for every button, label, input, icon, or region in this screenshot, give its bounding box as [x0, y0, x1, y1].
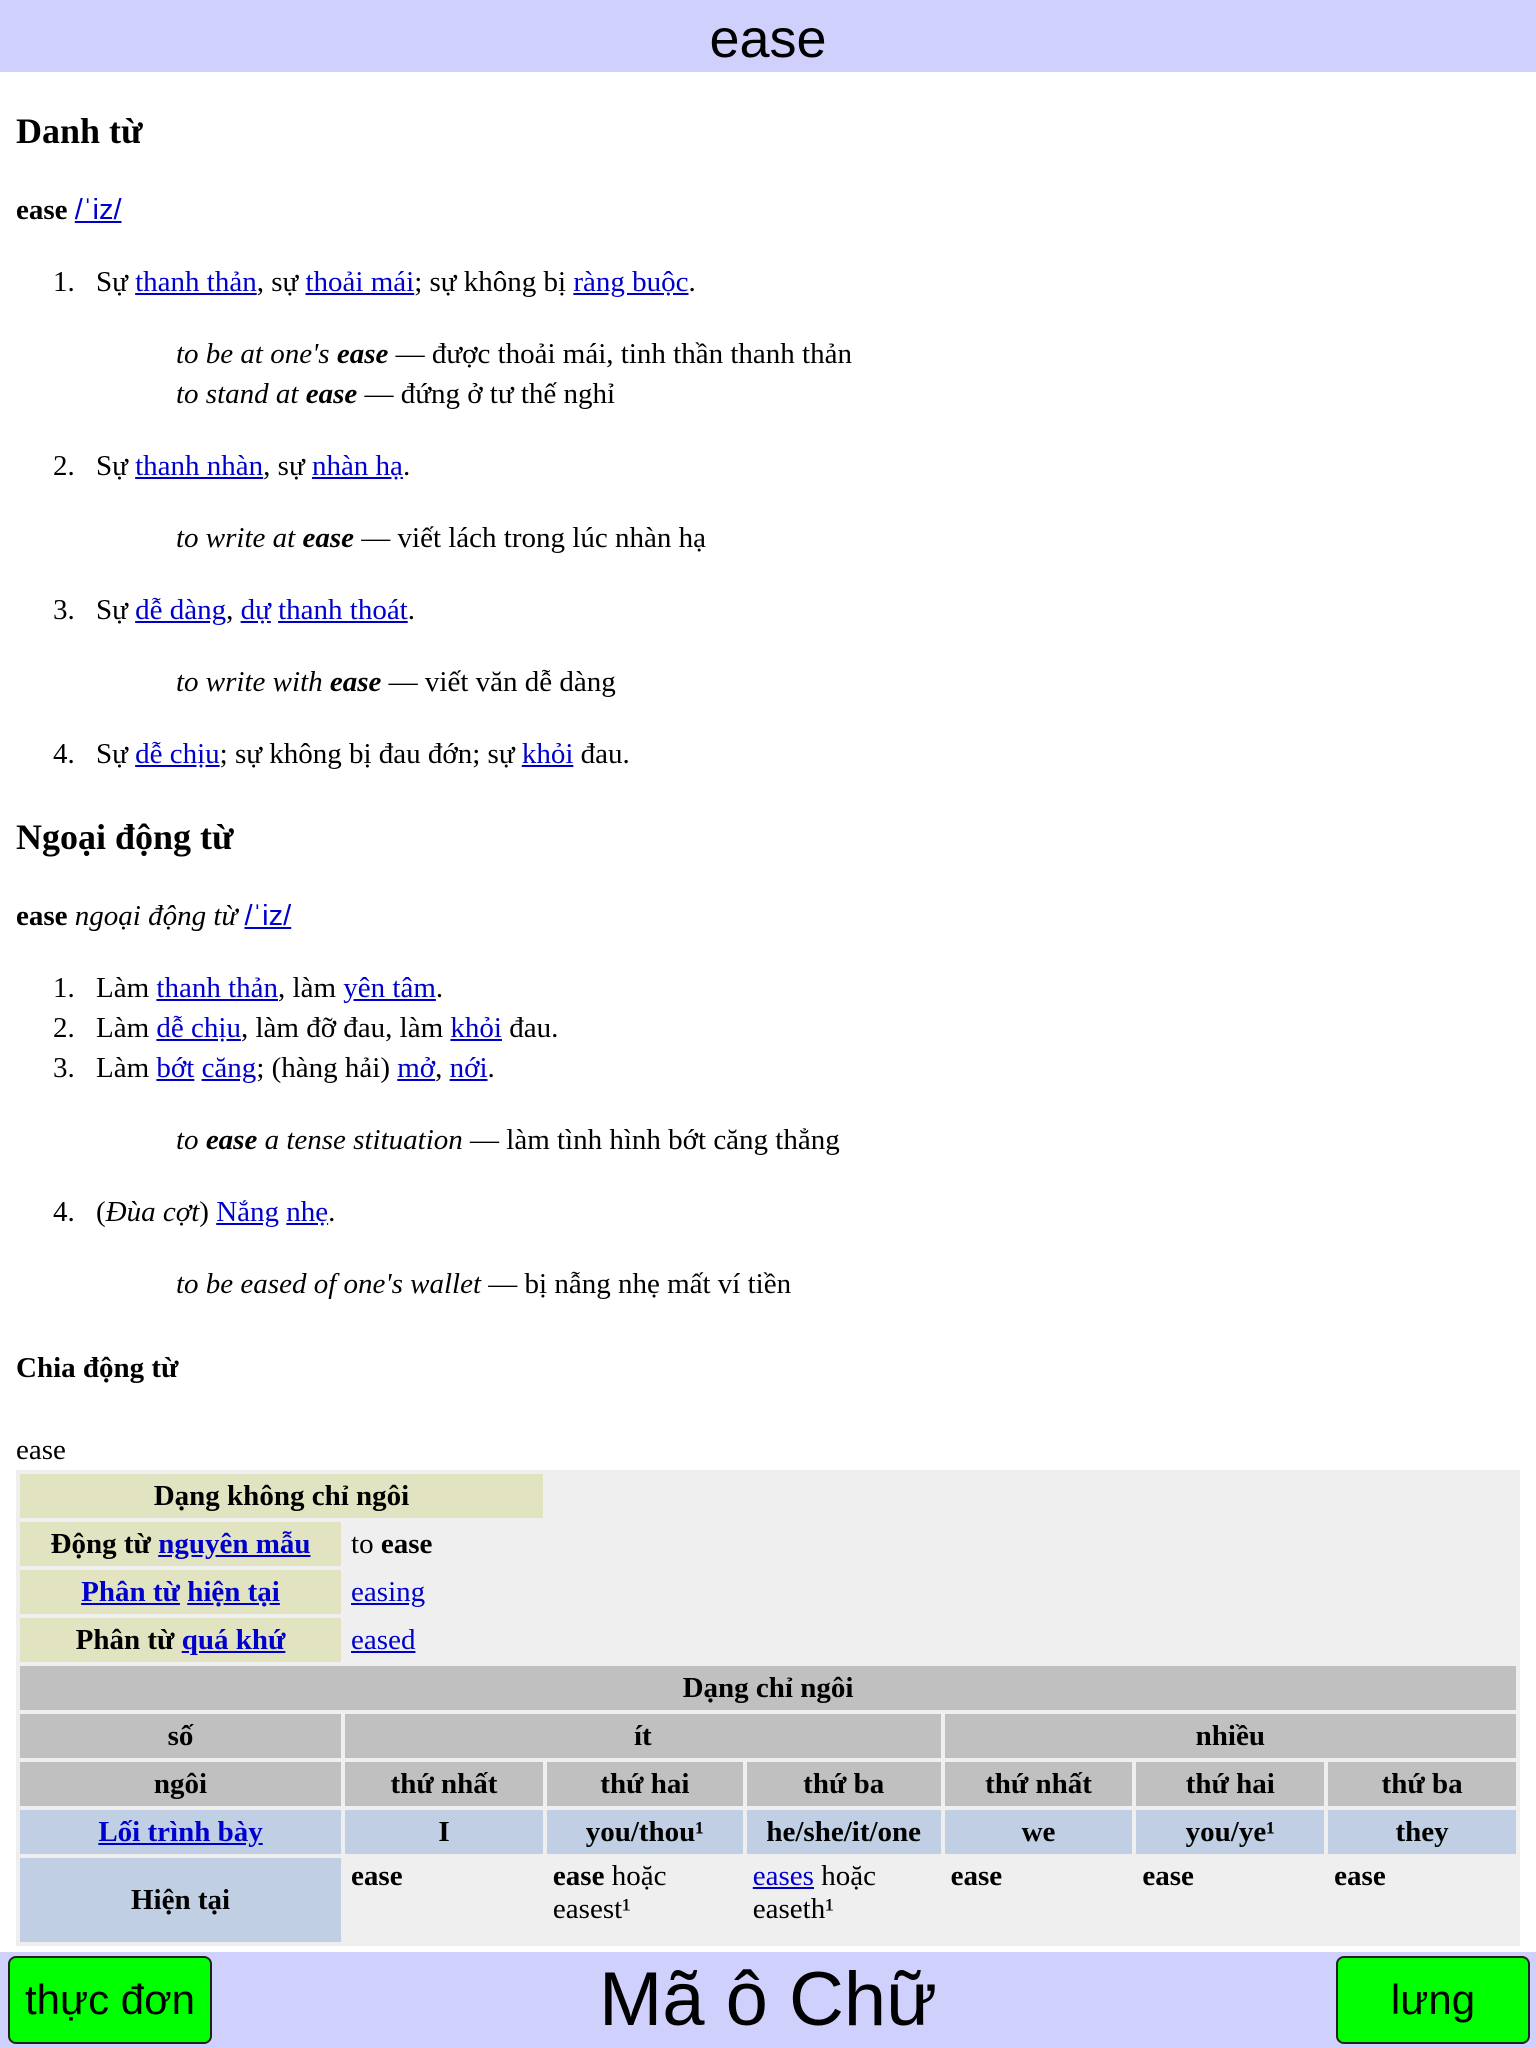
- link-de-chiu[interactable]: dễ chịu: [156, 1012, 241, 1044]
- link-khoi[interactable]: khỏi: [521, 738, 574, 770]
- sense-text: [194, 1052, 201, 1084]
- sense-number: 1.: [53, 972, 75, 1004]
- person-header: thứ nhất: [945, 1762, 1133, 1806]
- nonfinite-header: Dạng không chỉ ngôi: [20, 1474, 543, 1518]
- sense-number: 4.: [53, 738, 75, 770]
- sense-text: Làm: [96, 972, 157, 1004]
- finite-header: Dạng chỉ ngôi: [20, 1666, 1516, 1710]
- sense-text: .: [435, 972, 444, 1004]
- conj-cell: ease: [1142, 1860, 1194, 1892]
- pronoun: we: [945, 1810, 1133, 1854]
- link-bot[interactable]: bớt: [156, 1052, 195, 1084]
- link-thanh-thoat[interactable]: thanh thoát: [278, 594, 408, 626]
- sense-text: Sự: [96, 738, 136, 770]
- infinitive-label: Động từ nguyên mẫu: [20, 1522, 341, 1566]
- dictionary-content: Danh từ ease /ˈiz/ 1. Sự thanh thản, sự thoải mái; sự không bị ràng buộc. to be at one's ease — được thoải mái, tinh thần thanh thản to stand at ease — đứng ở tư thế nghỉ 2. Sự thanh nhàn, sự nhàn hạ. to write at ease — viết lách trong lúc nhàn hạ 3. Sự dễ dàng, dự thanh thoát. to write with ease — viết văn dễ dàng 4. Sự dễ chịu; sự không bị đau đớn; sự khỏi đau. Ngoại động từ ease ngoại động từ /ˈiz/ 1. Làm thanh thản, làm yên tâm. 2. Làm dễ chịu, làm đỡ đau, làm khỏi đau. 3. Làm bớt căng; (hàng hải) mở, nới. to ease a tense stituation — làm tình hình bớt căng thẳng 4. (Đùa cợt) Nắng nhẹ. to be eased of one's wallet — bị nẫng nhẹ mất ví tiền Chia động từ ease Dạng không chỉ ngôi Động từ nguyên mẫu to ease Phân từ hiện tại easing Phân từ quá khứ eased Dạng chỉ ngôi số ít nhiều ngôi thứ nhất thứ hai thứ ba thứ nhất thứ hai thứ ba Lối trình bày I you/thou¹ he/she/it/one we you/ye¹ they Hiện tại ease ease hoặc easest¹ eases hoặc easeth¹ ease ease ease: [16, 72, 1520, 1952]
- person-header: thứ hai: [1136, 1762, 1324, 1806]
- conj-cell: ease hoặc easest¹: [552, 1860, 667, 1925]
- link-rang-buoc[interactable]: ràng buộc: [573, 266, 689, 298]
- page-header: [0, 0, 1536, 72]
- link-de-chiu[interactable]: dễ chịu: [135, 738, 220, 770]
- sense-text: Sự: [96, 266, 136, 298]
- sense-text: Sự: [96, 450, 136, 482]
- plural-header: nhiều: [945, 1714, 1516, 1758]
- pronoun: you/ye¹: [1136, 1810, 1324, 1854]
- link-thanh-nhan[interactable]: thanh nhàn: [135, 450, 264, 482]
- conjugation-table: [16, 1470, 1520, 1946]
- person-header: thứ ba: [747, 1762, 941, 1806]
- link-khoi[interactable]: khỏi: [450, 1012, 502, 1044]
- sense-number: 4.: [53, 1196, 75, 1228]
- noun-heading: Danh từ: [16, 111, 143, 151]
- link-nhan-ha[interactable]: nhàn hạ: [311, 450, 403, 482]
- link-du[interactable]: dự: [240, 594, 271, 626]
- link-easing[interactable]: easing: [351, 1575, 426, 1608]
- example-line: to be eased of one's wallet — bị nẫng nhẹ mất ví tiền: [176, 1268, 792, 1300]
- menu-button[interactable]: thực đơn: [8, 1956, 212, 2044]
- link-nhe[interactable]: nhẹ: [286, 1196, 329, 1228]
- pronoun: they: [1328, 1810, 1516, 1854]
- link-thanh-than[interactable]: thanh thản: [156, 972, 279, 1004]
- sense-text: Làm: [96, 1012, 157, 1044]
- sense-text: ; sự không bị: [414, 266, 574, 298]
- link-noi[interactable]: nới: [449, 1052, 488, 1084]
- person-header: thứ ba: [1328, 1762, 1516, 1806]
- pronoun: I: [345, 1810, 543, 1854]
- sense-text: ,: [226, 594, 241, 626]
- link-loi-trinh-bay[interactable]: Lối trình bày: [98, 1815, 263, 1848]
- verb-ipa-link[interactable]: /ˈiz/: [244, 900, 292, 932]
- noun-headword-line: [16, 194, 122, 227]
- sense-number: 3.: [53, 1052, 75, 1084]
- sense-text: .: [487, 1052, 495, 1084]
- past-participle-label: Phân từ quá khứ: [20, 1618, 341, 1662]
- person-header: thứ hai: [547, 1762, 743, 1806]
- link-thoai-mai[interactable]: thoải mái: [305, 266, 415, 298]
- link-eased[interactable]: eased: [351, 1623, 416, 1656]
- verb-heading: Ngoại động từ: [16, 817, 234, 857]
- link-de-dang[interactable]: dễ dàng: [135, 594, 227, 626]
- example-line: to be at one's ease — được thoải mái, tinh thần thanh thản: [176, 338, 852, 370]
- conj-cell: ease: [950, 1860, 1003, 1892]
- sense-text: ; (hàng hải): [256, 1052, 398, 1084]
- mood-label: [20, 1810, 341, 1854]
- noun-headword: ease: [16, 194, 68, 226]
- number-label: số: [20, 1714, 341, 1758]
- page-title: ease: [709, 9, 827, 69]
- link-yen-tam[interactable]: yên tâm: [343, 972, 436, 1004]
- sense-number: 2.: [53, 1012, 75, 1044]
- present-label: Hiện tại: [20, 1858, 341, 1942]
- verb-headword: ease: [16, 900, 68, 932]
- link-qua-khu[interactable]: quá khứ: [181, 1623, 286, 1656]
- conj-cell: ease: [351, 1860, 403, 1892]
- noun-ipa-link[interactable]: /ˈiz/: [74, 194, 122, 226]
- present-participle-label: [20, 1570, 341, 1614]
- link-eases[interactable]: eases: [752, 1860, 814, 1892]
- sense-text: ,: [435, 1052, 450, 1084]
- sense-text: [271, 594, 278, 626]
- link-nguyen-mau[interactable]: nguyên mẫu: [158, 1527, 311, 1560]
- sense-text: , sự: [256, 266, 306, 298]
- usage-label: Đùa cợt: [105, 1196, 200, 1228]
- sense-text: .: [688, 266, 696, 298]
- sense-number: 3.: [53, 594, 75, 626]
- example-line: to stand at ease — đứng ở tư thế nghỉ: [176, 378, 616, 410]
- link-hien-tai[interactable]: hiện tại: [187, 1575, 280, 1608]
- conj-cell: eases hoặc easeth¹: [752, 1860, 876, 1925]
- sense-text: , sự: [263, 450, 312, 482]
- conjugation-word: ease: [16, 1434, 66, 1466]
- link-cang[interactable]: căng: [201, 1052, 257, 1084]
- sense-number: 2.: [53, 450, 75, 482]
- sense-text: đau.: [501, 1012, 559, 1044]
- sense-text: đau.: [573, 738, 630, 770]
- conj-cell: ease: [1334, 1860, 1386, 1892]
- sense-text: ; sự không bị đau đớn; sự: [219, 738, 522, 770]
- sense-text: .: [402, 450, 411, 482]
- example-line: to write with ease — viết văn dễ dàng: [176, 666, 616, 698]
- sense-text: .: [407, 594, 415, 626]
- person-header: thứ nhất: [345, 1762, 543, 1806]
- verb-pos: ngoại động từ: [74, 900, 238, 932]
- back-button[interactable]: lưng: [1336, 1956, 1530, 2044]
- sense-text: Làm: [96, 1052, 157, 1084]
- infinitive-value: to ease: [351, 1527, 433, 1560]
- example-line: to ease a tense stituation — làm tình hình bớt căng thẳng: [176, 1124, 840, 1156]
- bottom-toolbar: [0, 1952, 1536, 2048]
- pronoun: he/she/it/one: [747, 1810, 941, 1854]
- link-nang[interactable]: Nắng: [216, 1196, 280, 1228]
- example-line: to write at ease — viết lách trong lúc nhàn hạ: [176, 522, 706, 554]
- sense-text: , làm: [278, 972, 344, 1004]
- app-title: Mã ô Chữ: [598, 1957, 938, 2042]
- verb-headword-line: [16, 900, 291, 933]
- person-label: ngôi: [20, 1762, 341, 1806]
- sense-text: Sự: [96, 594, 136, 626]
- pronoun: you/thou¹: [547, 1810, 743, 1854]
- link-phan-tu[interactable]: Phân từ: [81, 1575, 180, 1608]
- link-mo[interactable]: mở: [397, 1052, 436, 1084]
- singular-header: ít: [345, 1714, 941, 1758]
- link-thanh-than[interactable]: thanh thản: [135, 266, 257, 298]
- sense-number: 1.: [53, 266, 75, 298]
- conjugation-heading: Chia động từ: [16, 1352, 179, 1384]
- sense-text: , làm đỡ đau, làm: [240, 1012, 451, 1044]
